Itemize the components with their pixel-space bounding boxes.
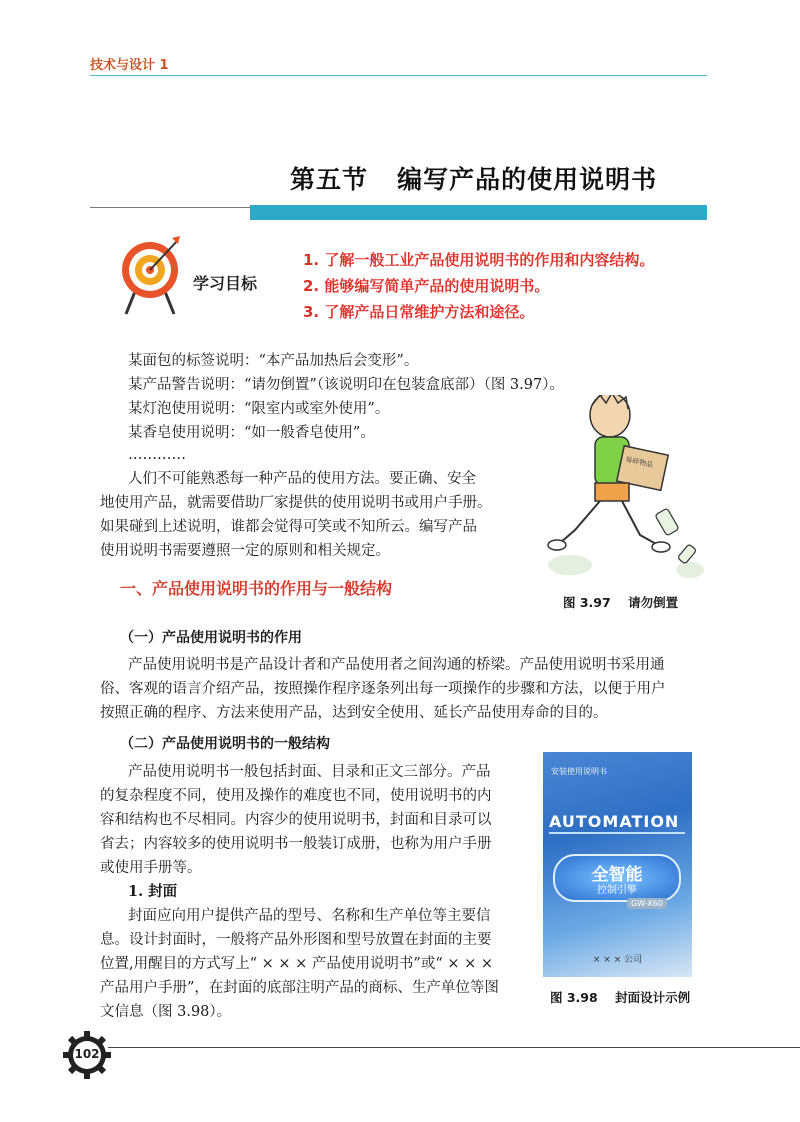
body-line: 位置,用醒目的方式写上“ × × × 产品使用说明书”或“ × × × <box>100 956 494 972</box>
body-line: 俗、客观的语言介绍产品，按照操作程序逐条列出每一项操作的步骤和方法，以便于用户 <box>100 681 666 697</box>
body-line: 息。设计封面时，一般将产品外形图和型号放置在封面的主要 <box>100 932 492 948</box>
section-title: 第五节 编写产品的使用说明书 <box>290 165 658 194</box>
body-line: 文信息（图 3.98）。 <box>100 1004 232 1020</box>
fragile-box-label: 易碎物品 <box>624 455 654 470</box>
cover-brand: AUTOMATION <box>549 812 680 831</box>
intro-paragraph-line: 人们不可能熟悉每一种产品的使用方法。要正确、安全 <box>128 471 476 487</box>
cover-brand-underline <box>549 832 685 834</box>
body-line: 容和结构也不尽相同。内容少的使用说明书，封面和目录可以 <box>100 812 492 828</box>
manual-cover-image <box>543 752 692 977</box>
heading-level-3: 1. 封面 <box>128 883 178 900</box>
objectives-list <box>303 247 654 325</box>
running-header: 技术与设计 1 <box>90 58 169 73</box>
intro-line: 某香皂使用说明：“如一般香皂使用”。 <box>128 425 375 441</box>
title-divider <box>90 207 250 208</box>
objective-item: 2. 能够编写简单产品的使用说明书。 <box>303 277 550 295</box>
cover-subtitle: 控制引擎 <box>597 885 637 896</box>
body-line: 的复杂程度不同，使用及操作的难度也不同，使用说明书的内 <box>100 788 492 804</box>
target-icon <box>118 234 182 316</box>
intro-line: 某灯泡使用说明：“限室内或室外使用”。 <box>128 401 390 417</box>
header-rule <box>90 75 707 76</box>
intro-line: 某面包的标签说明：“本产品加热后会变形”。 <box>128 353 419 369</box>
objectives-label: 学习目标 <box>193 274 258 293</box>
heading-level-2: （一）产品使用说明书的作用 <box>120 630 302 646</box>
cover-company: × × × 公司 <box>592 955 643 965</box>
intro-paragraph-line: 地使用产品，就需要借助厂家提供的使用说明书或用户手册。 <box>100 495 492 511</box>
cover-model: GW-X60 <box>627 898 667 909</box>
body-line: 封面应向用户提供产品的型号、名称和生产单位等主要信 <box>128 908 491 924</box>
body-line: 产品使用说明书一般包括封面、目录和正文三部分。产品 <box>128 764 491 780</box>
title-accent-bar <box>250 205 707 220</box>
intro-line: 某产品警告说明：“请勿倒置”（该说明印在包装盒底部）（图 3.97）。 <box>128 377 564 393</box>
cover-title: 全智能 <box>591 865 643 885</box>
objective-item: 3. 了解产品日常维护方法和途径。 <box>303 303 535 321</box>
body-line: 按照正确的程序、方法来使用产品，达到安全使用、延长产品使用寿命的目的。 <box>100 705 608 721</box>
cover-badge <box>553 854 681 902</box>
intro-paragraph-line: 使用说明书需要遵照一定的原则和相关规定。 <box>100 543 390 559</box>
figure-caption: 图 3.97 请勿倒置 <box>563 595 679 610</box>
running-man-illustration <box>540 395 710 590</box>
body-line: 产品用户手册”，在封面的底部注明产品的商标、生产单位等图 <box>100 980 499 996</box>
body-line: 省去；内容较多的使用说明书一般装订成册，也称为用户手册 <box>100 836 492 852</box>
body-line: 产品使用说明书是产品设计者和产品使用者之间沟通的桥梁。产品使用说明书采用通 <box>128 657 665 673</box>
figure-caption: 图 3.98 封面设计示例 <box>550 990 691 1005</box>
objective-item: 1. 了解一般工业产品使用说明书的作用和内容结构。 <box>303 251 655 269</box>
footer-rule <box>108 1047 800 1048</box>
intro-paragraph-line: 如果碰到上述说明，谁都会觉得可笑或不知所云。编写产品 <box>100 519 477 535</box>
page-number: 102 <box>74 1047 100 1061</box>
cover-top-text: 安装使用说明书 <box>551 767 607 776</box>
body-line: 或使用手册等。 <box>100 860 202 876</box>
heading-level-2: （二）产品使用说明书的一般结构 <box>120 736 330 752</box>
heading-level-1: 一、产品使用说明书的作用与一般结构 <box>120 579 393 598</box>
intro-ellipsis: ………… <box>128 447 186 463</box>
